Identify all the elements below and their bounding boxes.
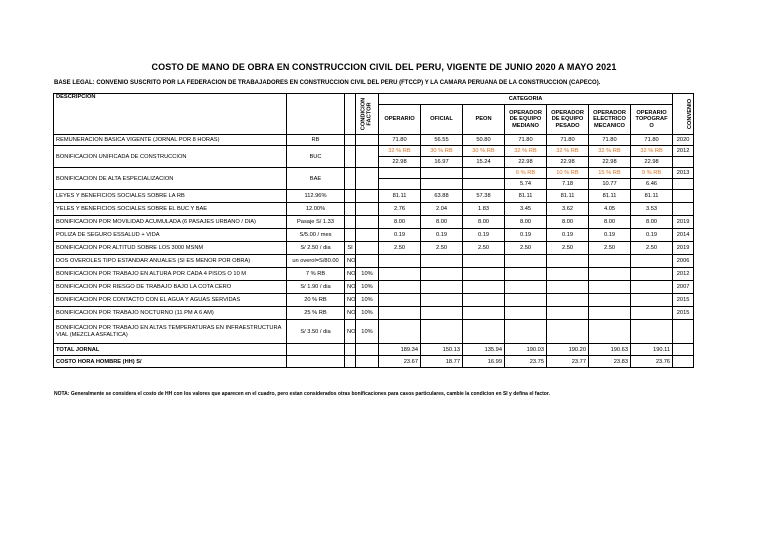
header-convenio: CONVENIO (673, 94, 694, 135)
cat-peon: PEON (463, 105, 505, 135)
row-desc: BONIFICACION POR TRABAJO NOCTURNO (11 PM A 6 AM) (54, 307, 287, 320)
pct-cell: 15 % RB (589, 168, 631, 179)
condicion-cell[interactable]: NO (345, 268, 356, 281)
pct-cell: 10 % RB (547, 168, 589, 179)
convenio-cell: 2012 (673, 146, 694, 157)
value-cell: 81.11 (379, 190, 421, 203)
row-desc: BONIFICACION POR MOVILIDAD ACUMULADA (6 PASAJES URBANO / DIA) (54, 216, 287, 229)
value-cell: 2.50 (421, 242, 463, 255)
footnote: NOTA: Generalmente se considera el costo de HH con los valores que aparecen en el cuadro, pero estan considerados otras bonificaciones para casos particulares, cambie la condicion en SI y defina el factor. (54, 391, 550, 397)
total-cell: 190.63 (589, 344, 631, 356)
labor-cost-table (53, 93, 694, 368)
convenio-cell: 2019 (673, 216, 694, 229)
value-cell: 81.11 (589, 190, 631, 203)
row-desc: LEYES Y BENEFICIOS SOCIALES SOBRE LA RB (54, 190, 287, 203)
row-base: 12.00% (287, 203, 345, 216)
row-total (54, 344, 694, 356)
value-cell: 71.80 (589, 135, 631, 146)
convenio-cell: 2019 (673, 242, 694, 255)
row-base: S/ 2.50 / dia (287, 242, 345, 255)
convenio-cell: 2015 (673, 294, 694, 307)
value-cell: 0.19 (421, 229, 463, 242)
value-cell: 8.00 (505, 216, 547, 229)
value-cell: 22.98 (631, 157, 673, 168)
value-cell: 71.80 (379, 135, 421, 146)
value-cell: 2.50 (505, 242, 547, 255)
value-cell: 6.46 (631, 179, 673, 190)
row-desc: POLIZA DE SEGURO ESSALUD + VIDA (54, 229, 287, 242)
row-desc: YELES Y BENEFICIOS SOCIALES SOBRE EL BUC Y BAE (54, 203, 287, 216)
row-desc: BONIFICACION POR TRABAJO EN ALTURA POR CADA 4 PISOS O 10 M (54, 268, 287, 281)
value-cell: 63.88 (421, 190, 463, 203)
convenio-cell: 2013 (673, 168, 694, 179)
value-cell: 56.55 (421, 135, 463, 146)
page-title: COSTO DE MANO DE OBRA EN CONSTRUCCION CIVIL DEL PERU, VIGENTE DE JUNIO 2020 A MAYO 2021 (151, 62, 617, 72)
row-altura (54, 268, 694, 281)
row-base: BUC (287, 146, 345, 168)
row-base: S/ 3.50 / dia (287, 320, 345, 344)
pct-cell: 32 % RB (379, 146, 421, 157)
row-yeles (54, 203, 694, 216)
convenio-cell: 2007 (673, 281, 694, 294)
row-desc: BONIFICACION POR TRABAJO EN ALTAS TEMPERATURAS EN INFRAESTRUCTURA VIAL (MEZCLA ASFALTICA) (54, 320, 287, 344)
pct-cell: 9 % RB (631, 168, 673, 179)
value-cell: 8.00 (421, 216, 463, 229)
convenio-cell: 2006 (673, 255, 694, 268)
row-altitud (54, 242, 694, 255)
value-cell: 16.97 (421, 157, 463, 168)
row-bae-pct (54, 168, 694, 179)
row-desc: DOS OVEROLES TIPO ESTANDAR ANUALES (SI ES MENOR POR OBRA) (54, 255, 287, 268)
row-base: BAE (287, 168, 345, 190)
convenio-cell: 2020 (673, 135, 694, 146)
row-desc: BONIFICACION DE ALTA ESPECIALIZACION (54, 168, 287, 190)
value-cell: 0.19 (379, 229, 421, 242)
value-cell: 7.18 (547, 179, 589, 190)
row-base: S/5.00 / mes (287, 229, 345, 242)
header-row (54, 94, 694, 105)
value-cell: 8.00 (589, 216, 631, 229)
value-cell: 8.00 (379, 216, 421, 229)
value-cell: 10.77 (589, 179, 631, 190)
base-legal: BASE LEGAL: CONVENIO SUSCRITO POR LA FEDERACION DE TRABAJADORES EN CONSTRUCCION CIVIL DEL PERU (FTCCP) Y LA CAMARA PERUANA DE LA CONSTRUCCION (CAPECO). (54, 80, 601, 86)
row-desc: BONIFICACION POR RIESGO DE TRABAJO BAJO LA COTA CERO (54, 281, 287, 294)
factor-cell[interactable]: 10% (356, 281, 379, 294)
value-cell: 1.83 (463, 203, 505, 216)
hh-cell: 18.77 (421, 356, 463, 368)
value-cell: 2.50 (379, 242, 421, 255)
value-cell: 22.98 (505, 157, 547, 168)
header-factor: FACTOR (356, 94, 379, 135)
condicion-cell[interactable]: NO (345, 281, 356, 294)
cat-operario-topografo: OPERARIO TOPOGRAF O (631, 105, 673, 135)
row-leyes (54, 190, 694, 203)
value-cell: 2.50 (463, 242, 505, 255)
value-cell: 3.62 (547, 203, 589, 216)
cat-operador-pesado: OPERADOR DE EQUIPO PESADO (547, 105, 589, 135)
total-cell: 150.13 (421, 344, 463, 356)
header-descripcion: DESCRIPCION (54, 94, 287, 135)
value-cell: 2.04 (421, 203, 463, 216)
header-base (287, 94, 345, 135)
value-cell: 81.11 (631, 190, 673, 203)
value-cell: 2.50 (631, 242, 673, 255)
pct-cell: 6 % RB (505, 168, 547, 179)
hh-cell: 23.67 (379, 356, 421, 368)
row-movilidad (54, 216, 694, 229)
value-cell: 0.19 (547, 229, 589, 242)
row-remuneracion (54, 135, 694, 146)
row-buc-pct (54, 146, 694, 157)
cat-oficial: OFICIAL (421, 105, 463, 135)
row-base: Pasaje S/ 1.33 (287, 216, 345, 229)
value-cell: 8.00 (547, 216, 589, 229)
pct-cell: 32 % RB (547, 146, 589, 157)
condicion-cell[interactable]: NO (345, 255, 356, 268)
value-cell: 3.45 (505, 203, 547, 216)
value-cell: 71.80 (547, 135, 589, 146)
row-nocturno (54, 307, 694, 320)
row-riesgo (54, 281, 694, 294)
row-temperaturas (54, 320, 694, 344)
row-base: 25 % RB (287, 307, 345, 320)
header-condicion: CONDICION (345, 94, 356, 135)
convenio-cell: 2012 (673, 268, 694, 281)
total-cell: 190.11 (631, 344, 673, 356)
factor-cell[interactable]: 10% (356, 307, 379, 320)
pct-cell: 32 % RB (589, 146, 631, 157)
cat-operador-electrico: OPERADOR ELECTRICO MECANICO (589, 105, 631, 135)
factor-cell[interactable]: 10% (356, 294, 379, 307)
value-cell: 57.38 (463, 190, 505, 203)
row-base: un overol=S/80.00 (287, 255, 345, 268)
value-cell: 2.76 (379, 203, 421, 216)
value-cell: 22.98 (547, 157, 589, 168)
condicion-cell[interactable]: NO (345, 307, 356, 320)
value-cell: 81.11 (547, 190, 589, 203)
hh-cell: 23.77 (547, 356, 589, 368)
factor-cell[interactable]: 10% (356, 320, 379, 344)
value-cell: 15.24 (463, 157, 505, 168)
row-desc: TOTAL JORNAL (54, 344, 287, 356)
pct-cell: 32 % RB (631, 146, 673, 157)
value-cell: 0.19 (631, 229, 673, 242)
hh-cell: 16.99 (463, 356, 505, 368)
hh-cell: 23.83 (589, 356, 631, 368)
hh-cell: 23.76 (631, 356, 673, 368)
value-cell: 3.53 (631, 203, 673, 216)
pct-cell: 30 % RB (421, 146, 463, 157)
value-cell: 22.98 (379, 157, 421, 168)
row-base: 112.96% (287, 190, 345, 203)
value-cell: 71.80 (631, 135, 673, 146)
row-desc: COSTO HORA HOMBRE (HH) S/ (54, 356, 287, 368)
value-cell: 22.98 (589, 157, 631, 168)
value-cell: 8.00 (631, 216, 673, 229)
pct-cell: 30 % RB (463, 146, 505, 157)
total-cell: 189.34 (379, 344, 421, 356)
row-hh (54, 356, 694, 368)
value-cell: 2.50 (589, 242, 631, 255)
row-overoles (54, 255, 694, 268)
total-cell: 190.03 (505, 344, 547, 356)
factor-cell[interactable]: 10% (356, 268, 379, 281)
convenio-cell: 2014 (673, 229, 694, 242)
row-desc: BONIFICACION UNIFICADA DE CONSTRUCCION (54, 146, 287, 168)
value-cell: 71.80 (505, 135, 547, 146)
row-base: S/ 1.90 / dia (287, 281, 345, 294)
value-cell: 4.05 (589, 203, 631, 216)
row-desc: BONIFICACION POR ALTITUD SOBRE LOS 3000 MSNM (54, 242, 287, 255)
row-base: 7 % RB (287, 268, 345, 281)
row-contacto (54, 294, 694, 307)
row-desc: BONIFICACION POR CONTACTO CON EL AGUA Y AGUAS SERVIDAS (54, 294, 287, 307)
row-base: RB (287, 135, 345, 146)
row-poliza (54, 229, 694, 242)
row-base: 20 % RB (287, 294, 345, 307)
total-cell: 190.20 (547, 344, 589, 356)
convenio-cell: 2015 (673, 307, 694, 320)
condicion-cell[interactable]: NO (345, 294, 356, 307)
row-desc: REMUNERACION BASICA VIGENTE (JORNAL POR 8 HORAS) (54, 135, 287, 146)
value-cell: 81.11 (505, 190, 547, 203)
value-cell: 5.74 (505, 179, 547, 190)
condicion-cell[interactable]: NO (345, 320, 356, 344)
total-cell: 135.94 (463, 344, 505, 356)
value-cell: 50.80 (463, 135, 505, 146)
header-categoria: CATEGORIA (379, 94, 673, 105)
value-cell: 0.19 (589, 229, 631, 242)
pct-cell: 32 % RB (505, 146, 547, 157)
cat-operario: OPERARIO (379, 105, 421, 135)
value-cell: 0.19 (505, 229, 547, 242)
cat-operador-mediano: OPERADOR DE EQUIPO MEDIANO (505, 105, 547, 135)
condicion-cell[interactable]: SI (345, 242, 356, 255)
value-cell: 2.50 (547, 242, 589, 255)
value-cell: 0.19 (463, 229, 505, 242)
value-cell: 8.00 (463, 216, 505, 229)
hh-cell: 23.75 (505, 356, 547, 368)
